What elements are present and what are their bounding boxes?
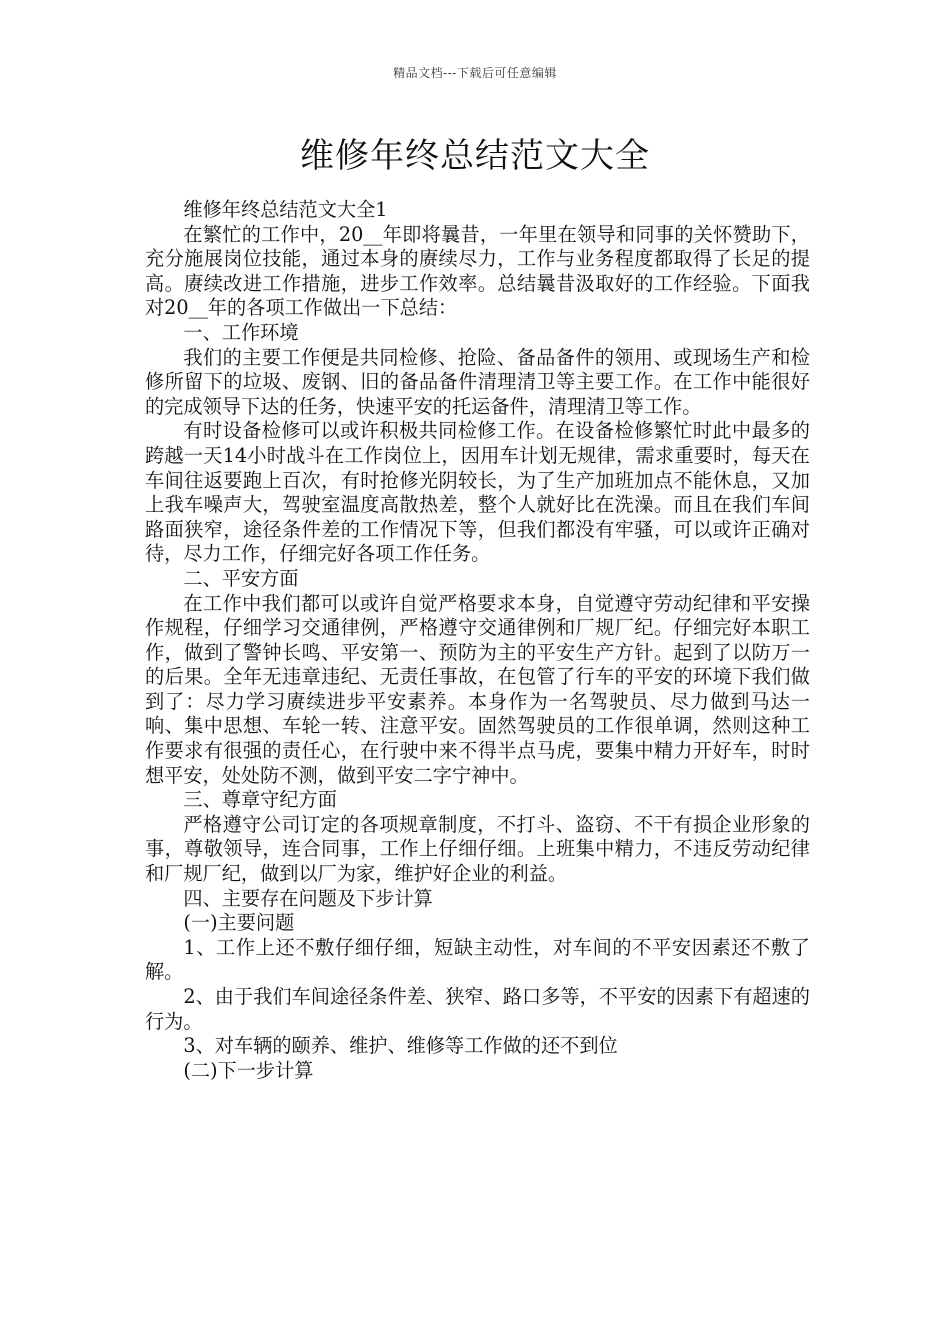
section-heading-problems-plans: 四、主要存在问题及下步计算 [183, 886, 433, 910]
section-heading-discipline: 三、尊章守纪方面 [183, 788, 337, 812]
document-title: 维修年终总结范文大全 [300, 136, 650, 176]
document-body [145, 198, 810, 1083]
section-heading-work-environment: 一、工作环境 [183, 320, 299, 344]
subtitle-paragraph: 维修年终总结范文大全1 [183, 198, 388, 221]
paragraph-maintenance: 有时设备检修可以或许积极共同检修工作。在设备检修繁忙时此中最多的跨越一天14小时战斗在工作岗位上，因用车计划无规律，需求重要时，每天在车间往返要跑上百次，有时抢修光阴较长，为了生产加班加点不能休息，又加上我车噪声大，驾驶室温度高散热差，整个人就好比在洗澡。而且在我们车间路面狭窄，途径条件差的工作情况下等，但我们都没有牢骚，可以或许正确对待，尽力工作，仔细完好各项工作任务。 [145, 419, 810, 566]
paragraph-safety: 在工作中我们都可以或许自觉严格要求本身，自觉遵守劳动纪律和平安操作规程，仔细学习交通律例，严格遵守交通律例和厂规厂纪。仔细完好本职工作，做到了警钟长鸣、平安第一、预防为主的平安生产方针。起到了以防万一的后果。全年无违章违纪、无责任事故，在包管了行车的平安的环境下我们做到了：尽力学习赓续进步平安素养。本身作为一名驾驶员、尽力做到马达一响、集中思想、车轮一转、注意平安。固然驾驶员的工作很单调，然则这种工作要求有很强的责任心，在行驶中来不得半点马虎，要集中精力开好车，时时想平安，处处防不测，做到平安二字宁神中。 [145, 591, 810, 787]
header-note: 精品文档---下载后可任意编辑 [393, 66, 557, 80]
paragraph-discipline: 严格遵守公司订定的各项规章制度，不打斗、盗窃、不干有损企业形象的事，尊敬领导，连合同事，工作上仔细仔细。上班集中精力，不违反劳动纪律和厂规厂纪，做到以厂为家，维护好企业的利益。 [145, 812, 810, 886]
subheading-next-plans: (二)下一步计算 [183, 1058, 314, 1082]
subheading-main-problems: (一)主要问题 [183, 911, 295, 935]
problem-item-3: 3、对车辆的颐养、维护、维修等工作做的还不到位 [183, 1034, 618, 1058]
problem-item-1: 1、工作上还不敷仔细仔细，短缺主动性，对车间的不平安因素还不敷了解。 [145, 935, 810, 984]
paragraph-main-work: 我们的主要工作便是共同检修、抢险、备品备件的领用、或现场生产和检修所留下的垃圾、废钢、旧的备品备件清理清卫等主要工作。在工作中能很好的完成领导下达的任务，快速平安的托运备件，清理清卫等工作。 [145, 345, 810, 418]
problem-item-2: 2、由于我们车间途径条件差、狭窄、路口多等，不平安的因素下有超速的行为。 [145, 985, 810, 1033]
intro-paragraph: 在繁忙的工作中，20__年即将曩昔，一年里在领导和同事的关怀赞助下，充分施展岗位技能，通过本身的赓续尽力，工作与业务程度都取得了长足的提高。赓续改进工作措施，进步工作效率。总结曩昔汲取好的工作经验。下面我对20__年的各项工作做出一下总结： [145, 222, 810, 320]
section-heading-safety: 二、平安方面 [183, 566, 299, 590]
